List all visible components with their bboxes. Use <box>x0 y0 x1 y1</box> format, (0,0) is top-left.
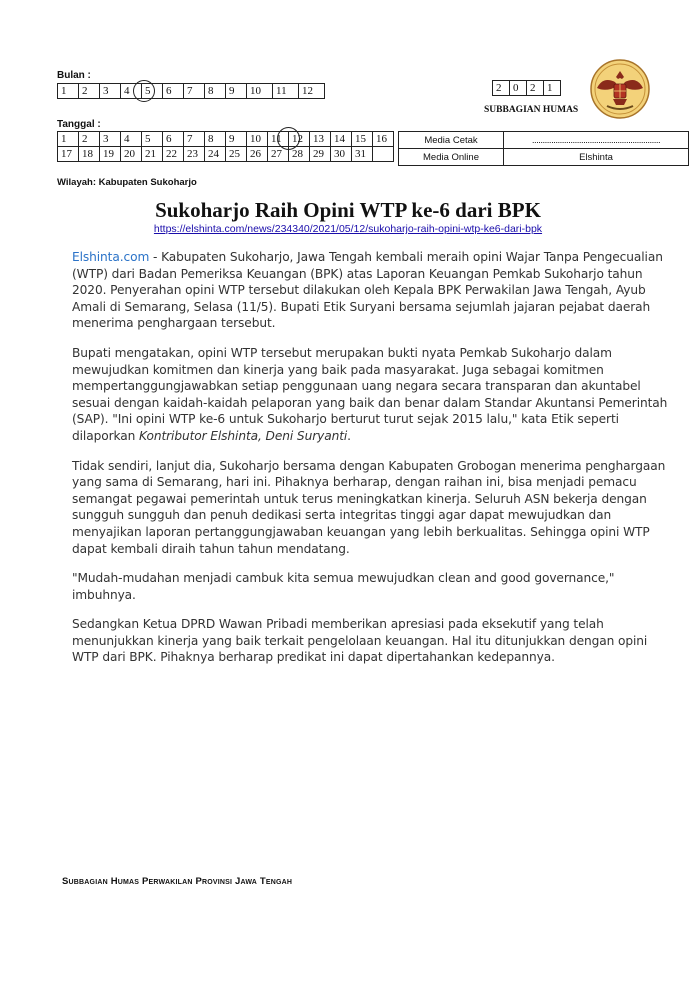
date-cell: 9 <box>226 132 247 147</box>
date-cell: 10 <box>247 132 268 147</box>
month-cell: 9 <box>226 84 247 99</box>
date-cell: 29 <box>310 147 331 162</box>
date-cell: 18 <box>79 147 100 162</box>
date-cell: 7 <box>184 132 205 147</box>
date-cell: 28 <box>289 147 310 162</box>
date-cell: 19 <box>100 147 121 162</box>
article-url-link[interactable]: https://elshinta.com/news/234340/2021/05/12/sukoharjo-raih-opini-wtp-ke6-dari-bpk <box>153 223 543 235</box>
date-cell: 27 <box>268 147 289 162</box>
date-cell <box>373 147 394 162</box>
month-cell: 2 <box>79 84 100 99</box>
paragraph-2-text: Bupati mengatakan, opini WTP tersebut merupakan bukti nyata Pemkab Sukoharjo dalam mewujudkan komitmen dan kinerja yang baik pada masyarakat. Juga sebagai komitmen mempertanggungjawabkan setiap penggunaan uang negara secara transparan dan akuntabel sesuai dengan kaidah-kaidah pelaporan yang baik dan benar dalam Standar Akuntansi Pemerintah (SAP). "Ini opini WTP ke-6 untuk Sukoharjo berturut turut sejak 2015 lalu," kata Etik seperti dilaporkan <box>72 345 668 443</box>
date-cell: 2 <box>79 132 100 147</box>
month-cell: 8 <box>205 84 226 99</box>
month-cell: 4 <box>121 84 142 99</box>
date-cell: 21 <box>142 147 163 162</box>
date-grid <box>57 131 394 162</box>
media-cetak-value: ............................................................ <box>504 132 689 149</box>
date-cell: 22 <box>163 147 184 162</box>
month-grid <box>57 83 325 99</box>
date-cell: 14 <box>331 132 352 147</box>
paragraph-3: Tidak sendiri, lanjut dia, Sukoharjo bersama dengan Kabupaten Grobogan menerima penghargaan yang sama di Semarang, hari ini. Pihaknya berharap, dengan raihan ini, bisa menjadi pemacu semangat pegawai pemerintah untuk terus meningkatkan kinerja. Seluruh ASN bekerja dengan sungguh sungguh dan penuh dedikasi serta integritas tinggi agar dapat mewujudkan dan menyajikan laporan pertanggungjawaban keuangan yang lebih berkualitas. Sehingga opini WTP dapat kembali diraih tahun tahun mendatang. <box>72 458 666 556</box>
year-digit: 1 <box>544 81 561 96</box>
paragraph-1 <box>72 249 672 332</box>
date-cell: 20 <box>121 147 142 162</box>
date-cell: 31 <box>352 147 373 162</box>
reporter-credit: Kontributor Elshinta, Deni Suryanti <box>139 428 348 443</box>
garuda-emblem-icon <box>589 58 651 120</box>
subbagian-label: SUBBAGIAN HUMAS <box>484 105 579 115</box>
date-cell: 23 <box>184 147 205 162</box>
date-cell: 25 <box>226 147 247 162</box>
date-cell: 3 <box>100 132 121 147</box>
media-online-value: Elshinta <box>504 149 689 166</box>
year-digit: 2 <box>527 81 544 96</box>
date-cell: 26 <box>247 147 268 162</box>
date-cell: 13 <box>310 132 331 147</box>
month-cell: 5 <box>142 84 163 99</box>
paragraph-2-end: . <box>347 428 351 443</box>
paragraph-4: "Mudah-mudahan menjadi cambuk kita semua mewujudkan clean and good governance," imbuhnya. <box>72 571 615 602</box>
paragraph-5: Sedangkan Ketua DPRD Wawan Pribadi memberikan apresiasi pada eksekutif yang telah menunjukkan kinerja yang baik terkait pengelolaan keuangan. Hal itu ditunjukkan dengan opini WTP dari BPK. Pihaknya berharap predikat ini dapat dipertahankan kedepannya. <box>72 617 648 665</box>
date-cell: 15 <box>352 132 373 147</box>
month-cell: 12 <box>299 84 325 99</box>
date-cell: 5 <box>142 132 163 147</box>
date-cell: 12 <box>289 132 310 147</box>
year-grid <box>492 80 561 96</box>
year-digit: 2 <box>493 81 510 96</box>
selected-date-circle <box>277 127 300 150</box>
date-cell: 1 <box>58 132 79 147</box>
selected-month-circle <box>133 80 155 102</box>
article-body <box>72 249 672 679</box>
date-cell: 4 <box>121 132 142 147</box>
tanggal-label: Tanggal : <box>57 119 101 130</box>
wilayah-label: Wilayah: Kabupaten Sukoharjo <box>57 177 197 188</box>
date-cell: 6 <box>163 132 184 147</box>
bulan-label: Bulan : <box>57 70 91 81</box>
date-cell: 30 <box>331 147 352 162</box>
date-cell: 8 <box>205 132 226 147</box>
media-online-label: Media Online <box>399 149 504 166</box>
paragraph-2 <box>72 345 672 445</box>
footer-label: Subbagian Humas Perwakilan Provinsi Jawa Tengah <box>62 876 293 887</box>
month-cell: 10 <box>247 84 273 99</box>
month-cell: 6 <box>163 84 184 99</box>
media-table <box>398 131 689 166</box>
month-cell: 11 <box>273 84 299 99</box>
date-cell: 17 <box>58 147 79 162</box>
date-cell: 24 <box>205 147 226 162</box>
paragraph-1-text: - Kabupaten Sukoharjo, Jawa Tengah kembali meraih opini Wajar Tanpa Pengecualian (WTP) dari Badan Pemeriksa Keuangan (BPK) atas Laporan Keuangan Pemkab Sukoharjo tahun 2020. Penyerahan opini WTP tersebut dilakukan oleh Kepala BPK Perwakilan Jawa Tengah, Ayub Amali di Semarang, Selasa (11/5). Bupati Etik Suryani bersama sejumlah jajaran pejabat daerah menerima penghargaan tersebut. <box>72 250 663 331</box>
month-cell: 7 <box>184 84 205 99</box>
media-cetak-label: Media Cetak <box>399 132 504 149</box>
date-cell: 16 <box>373 132 394 147</box>
date-cell: 11 <box>268 132 289 147</box>
source-brand: Elshinta.com <box>72 250 150 264</box>
year-digit: 0 <box>510 81 527 96</box>
article-title: Sukoharjo Raih Opini WTP ke-6 dari BPK <box>155 198 541 222</box>
month-cell: 1 <box>58 84 79 99</box>
month-cell: 3 <box>100 84 121 99</box>
